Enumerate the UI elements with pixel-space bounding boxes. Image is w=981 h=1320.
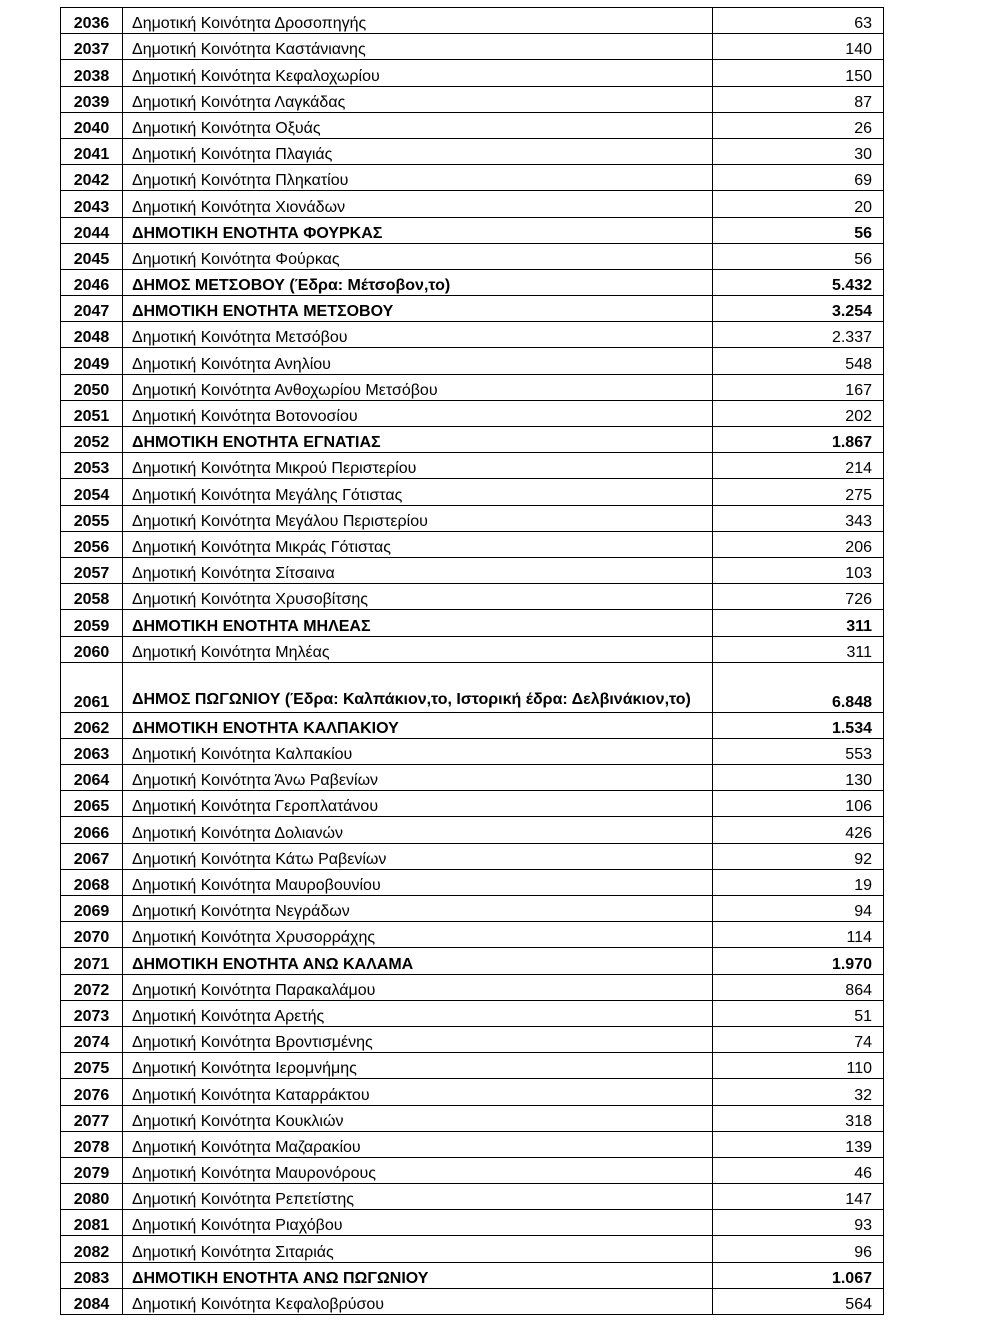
row-code-cell: 2071 xyxy=(61,948,123,974)
row-name-cell: Δημοτική Κοινότητα Μικρού Περιστερίου xyxy=(123,453,713,479)
row-name-cell: ΔΗΜΟΤΙΚΗ ΕΝΟΤΗΤΑ ΑΝΩ ΚΑΛΑΜΑ xyxy=(123,948,713,974)
row-name-cell: Δημοτική Κοινότητα Βοτονοσίου xyxy=(123,400,713,426)
table-row xyxy=(61,400,884,426)
table-row xyxy=(61,165,884,191)
row-value-cell: 150 xyxy=(713,60,884,86)
row-value-cell: 214 xyxy=(713,453,884,479)
row-value-cell: 56 xyxy=(713,217,884,243)
table-row xyxy=(61,479,884,505)
row-code-cell: 2065 xyxy=(61,791,123,817)
row-code-cell: 2080 xyxy=(61,1184,123,1210)
row-name-cell: Δημοτική Κοινότητα Κάτω Ραβενίων xyxy=(123,843,713,869)
row-name-cell: ΔΗΜΟΤΙΚΗ ΕΝΟΤΗΤΑ ΦΟΥΡΚΑΣ xyxy=(123,217,713,243)
row-name-cell: Δημοτική Κοινότητα Κουκλιών xyxy=(123,1105,713,1131)
population-table xyxy=(60,7,884,1315)
row-value-cell: 206 xyxy=(713,531,884,557)
row-name-cell: Δημοτική Κοινότητα Καταρράκτου xyxy=(123,1079,713,1105)
row-code-cell: 2074 xyxy=(61,1026,123,1052)
table-row xyxy=(61,112,884,138)
table-row xyxy=(61,1131,884,1157)
table-row xyxy=(61,712,884,738)
table-row xyxy=(61,217,884,243)
row-value-cell: 147 xyxy=(713,1184,884,1210)
row-code-cell: 2059 xyxy=(61,610,123,636)
row-value-cell: 726 xyxy=(713,584,884,610)
row-name-cell: Δημοτική Κοινότητα Μεγάλης Γότιστας xyxy=(123,479,713,505)
row-value-cell: 2.337 xyxy=(713,322,884,348)
row-value-cell: 32 xyxy=(713,1079,884,1105)
table-row xyxy=(61,505,884,531)
row-name-cell: Δημοτική Κοινότητα Χρυσορράχης xyxy=(123,922,713,948)
row-value-cell: 1.534 xyxy=(713,712,884,738)
row-value-cell: 426 xyxy=(713,817,884,843)
table-row xyxy=(61,1000,884,1026)
row-value-cell: 548 xyxy=(713,348,884,374)
row-value-cell: 114 xyxy=(713,922,884,948)
table-row xyxy=(61,636,884,662)
row-code-cell: 2038 xyxy=(61,60,123,86)
row-code-cell: 2062 xyxy=(61,712,123,738)
row-value-cell: 311 xyxy=(713,610,884,636)
row-value-cell: 56 xyxy=(713,243,884,269)
row-code-cell: 2056 xyxy=(61,531,123,557)
table-row xyxy=(61,1262,884,1288)
row-value-cell: 96 xyxy=(713,1236,884,1262)
row-name-cell: Δημοτική Κοινότητα Πλαγιάς xyxy=(123,138,713,164)
table-row xyxy=(61,296,884,322)
row-value-cell: 20 xyxy=(713,191,884,217)
table-row xyxy=(61,531,884,557)
table-row xyxy=(61,817,884,843)
row-value-cell: 167 xyxy=(713,374,884,400)
table-row xyxy=(61,922,884,948)
row-value-cell: 19 xyxy=(713,869,884,895)
row-name-cell: Δημοτική Κοινότητα Βροντισμένης xyxy=(123,1026,713,1052)
row-name-cell: Δημοτική Κοινότητα Σίτσαινα xyxy=(123,557,713,583)
row-name-cell: ΔΗΜΟΤΙΚΗ ΕΝΟΤΗΤΑ ΜΗΛΕΑΣ xyxy=(123,610,713,636)
table-row xyxy=(61,948,884,974)
row-value-cell: 110 xyxy=(713,1053,884,1079)
row-code-cell: 2037 xyxy=(61,34,123,60)
row-value-cell: 553 xyxy=(713,738,884,764)
row-code-cell: 2058 xyxy=(61,584,123,610)
table-row xyxy=(61,1105,884,1131)
table-row xyxy=(61,1157,884,1183)
table-row xyxy=(61,1184,884,1210)
table-row xyxy=(61,348,884,374)
row-code-cell: 2046 xyxy=(61,269,123,295)
row-name-cell: Δημοτική Κοινότητα Ανηλίου xyxy=(123,348,713,374)
row-value-cell: 30 xyxy=(713,138,884,164)
row-value-cell: 5.432 xyxy=(713,269,884,295)
table-row xyxy=(61,869,884,895)
row-name-cell: Δημοτική Κοινότητα Μαζαρακίου xyxy=(123,1131,713,1157)
row-value-cell: 94 xyxy=(713,896,884,922)
row-name-cell: ΔΗΜΟΤΙΚΗ ΕΝΟΤΗΤΑ ΕΓΝΑΤΙΑΣ xyxy=(123,427,713,453)
table-row xyxy=(61,374,884,400)
row-name-cell: ΔΗΜΟΣ ΠΩΓΩΝΙΟΥ (Έδρα: Καλπάκιον,το, Ιστορική έδρα: Δελβινάκιον,το) xyxy=(123,662,713,712)
table-row xyxy=(61,243,884,269)
row-code-cell: 2066 xyxy=(61,817,123,843)
row-value-cell: 87 xyxy=(713,86,884,112)
row-code-cell: 2036 xyxy=(61,8,123,34)
table-row xyxy=(61,974,884,1000)
row-value-cell: 311 xyxy=(713,636,884,662)
row-name-cell: Δημοτική Κοινότητα Μαυροβουνίου xyxy=(123,869,713,895)
table-row xyxy=(61,896,884,922)
row-code-cell: 2049 xyxy=(61,348,123,374)
row-value-cell: 130 xyxy=(713,765,884,791)
row-code-cell: 2077 xyxy=(61,1105,123,1131)
row-name-cell: Δημοτική Κοινότητα Μετσόβου xyxy=(123,322,713,348)
row-code-cell: 2047 xyxy=(61,296,123,322)
row-value-cell: 46 xyxy=(713,1157,884,1183)
table-row xyxy=(61,1288,884,1314)
row-code-cell: 2064 xyxy=(61,765,123,791)
table-row xyxy=(61,453,884,479)
table-row xyxy=(61,34,884,60)
table-row xyxy=(61,1079,884,1105)
row-value-cell: 318 xyxy=(713,1105,884,1131)
row-value-cell: 6.848 xyxy=(713,662,884,712)
row-name-cell: Δημοτική Κοινότητα Μικράς Γότιστας xyxy=(123,531,713,557)
row-name-cell: Δημοτική Κοινότητα Άνω Ραβενίων xyxy=(123,765,713,791)
row-name-cell: Δημοτική Κοινότητα Χιονάδων xyxy=(123,191,713,217)
row-name-cell: Δημοτική Κοινότητα Δολιανών xyxy=(123,817,713,843)
row-value-cell: 63 xyxy=(713,8,884,34)
row-code-cell: 2051 xyxy=(61,400,123,426)
table-row xyxy=(61,791,884,817)
row-value-cell: 106 xyxy=(713,791,884,817)
table-row xyxy=(61,1026,884,1052)
table-row xyxy=(61,584,884,610)
table-row xyxy=(61,738,884,764)
row-code-cell: 2048 xyxy=(61,322,123,348)
row-code-cell: 2045 xyxy=(61,243,123,269)
row-name-cell: ΔΗΜΟΣ ΜΕΤΣΟΒΟΥ (Έδρα: Μέτσοβον,το) xyxy=(123,269,713,295)
table-row xyxy=(61,610,884,636)
row-name-cell: Δημοτική Κοινότητα Σιταριάς xyxy=(123,1236,713,1262)
row-code-cell: 2084 xyxy=(61,1288,123,1314)
row-code-cell: 2052 xyxy=(61,427,123,453)
row-value-cell: 140 xyxy=(713,34,884,60)
table-row xyxy=(61,1210,884,1236)
table-row xyxy=(61,427,884,453)
row-name-cell: Δημοτική Κοινότητα Μαυρονόρους xyxy=(123,1157,713,1183)
row-code-cell: 2061 xyxy=(61,662,123,712)
row-name-cell: ΔΗΜΟΤΙΚΗ ΕΝΟΤΗΤΑ ΜΕΤΣΟΒΟΥ xyxy=(123,296,713,322)
row-value-cell: 564 xyxy=(713,1288,884,1314)
row-code-cell: 2081 xyxy=(61,1210,123,1236)
row-name-cell: Δημοτική Κοινότητα Ανθοχωρίου Μετσόβου xyxy=(123,374,713,400)
row-code-cell: 2044 xyxy=(61,217,123,243)
row-name-cell: Δημοτική Κοινότητα Οξυάς xyxy=(123,112,713,138)
row-value-cell: 1.867 xyxy=(713,427,884,453)
row-value-cell: 343 xyxy=(713,505,884,531)
row-code-cell: 2082 xyxy=(61,1236,123,1262)
row-name-cell: Δημοτική Κοινότητα Καλπακίου xyxy=(123,738,713,764)
row-name-cell: Δημοτική Κοινότητα Δροσοπηγής xyxy=(123,8,713,34)
row-code-cell: 2043 xyxy=(61,191,123,217)
table-row xyxy=(61,60,884,86)
row-code-cell: 2067 xyxy=(61,843,123,869)
row-code-cell: 2041 xyxy=(61,138,123,164)
row-value-cell: 92 xyxy=(713,843,884,869)
row-value-cell: 1.970 xyxy=(713,948,884,974)
row-name-cell: Δημοτική Κοινότητα Αρετής xyxy=(123,1000,713,1026)
table-row xyxy=(61,662,884,712)
row-value-cell: 1.067 xyxy=(713,1262,884,1288)
row-value-cell: 202 xyxy=(713,400,884,426)
table-row xyxy=(61,269,884,295)
row-value-cell: 103 xyxy=(713,557,884,583)
row-code-cell: 2042 xyxy=(61,165,123,191)
row-name-cell: Δημοτική Κοινότητα Γεροπλατάνου xyxy=(123,791,713,817)
row-code-cell: 2076 xyxy=(61,1079,123,1105)
row-code-cell: 2083 xyxy=(61,1262,123,1288)
table-row xyxy=(61,1236,884,1262)
table-row xyxy=(61,8,884,34)
row-code-cell: 2070 xyxy=(61,922,123,948)
row-name-cell: Δημοτική Κοινότητα Μεγάλου Περιστερίου xyxy=(123,505,713,531)
row-value-cell: 3.254 xyxy=(713,296,884,322)
table-row xyxy=(61,765,884,791)
table-row xyxy=(61,843,884,869)
row-value-cell: 26 xyxy=(713,112,884,138)
row-name-cell: Δημοτική Κοινότητα Φούρκας xyxy=(123,243,713,269)
row-code-cell: 2068 xyxy=(61,869,123,895)
row-code-cell: 2055 xyxy=(61,505,123,531)
row-value-cell: 864 xyxy=(713,974,884,1000)
row-code-cell: 2078 xyxy=(61,1131,123,1157)
row-code-cell: 2060 xyxy=(61,636,123,662)
row-name-cell: Δημοτική Κοινότητα Λαγκάδας xyxy=(123,86,713,112)
row-name-cell: Δημοτική Κοινότητα Χρυσοβίτσης xyxy=(123,584,713,610)
row-name-cell: ΔΗΜΟΤΙΚΗ ΕΝΟΤΗΤΑ ΑΝΩ ΠΩΓΩΝΙΟΥ xyxy=(123,1262,713,1288)
row-value-cell: 275 xyxy=(713,479,884,505)
row-code-cell: 2072 xyxy=(61,974,123,1000)
row-code-cell: 2054 xyxy=(61,479,123,505)
row-code-cell: 2039 xyxy=(61,86,123,112)
table-row xyxy=(61,322,884,348)
row-code-cell: 2040 xyxy=(61,112,123,138)
row-name-cell: Δημοτική Κοινότητα Ριαχόβου xyxy=(123,1210,713,1236)
row-name-cell: ΔΗΜΟΤΙΚΗ ΕΝΟΤΗΤΑ ΚΑΛΠΑΚΙΟΥ xyxy=(123,712,713,738)
table-row xyxy=(61,138,884,164)
row-code-cell: 2073 xyxy=(61,1000,123,1026)
row-code-cell: 2075 xyxy=(61,1053,123,1079)
row-name-cell: Δημοτική Κοινότητα Καστάνιανης xyxy=(123,34,713,60)
row-name-cell: Δημοτική Κοινότητα Κεφαλοβρύσου xyxy=(123,1288,713,1314)
row-name-cell: Δημοτική Κοινότητα Κεφαλοχωρίου xyxy=(123,60,713,86)
row-code-cell: 2063 xyxy=(61,738,123,764)
row-name-cell: Δημοτική Κοινότητα Μηλέας xyxy=(123,636,713,662)
table-body xyxy=(61,8,884,1315)
row-name-cell: Δημοτική Κοινότητα Παρακαλάμου xyxy=(123,974,713,1000)
row-name-cell: Δημοτική Κοινότητα Πληκατίου xyxy=(123,165,713,191)
table-row xyxy=(61,191,884,217)
row-name-cell: Δημοτική Κοινότητα Νεγράδων xyxy=(123,896,713,922)
row-value-cell: 51 xyxy=(713,1000,884,1026)
table-row xyxy=(61,86,884,112)
row-code-cell: 2050 xyxy=(61,374,123,400)
row-value-cell: 69 xyxy=(713,165,884,191)
table-row xyxy=(61,1053,884,1079)
row-code-cell: 2079 xyxy=(61,1157,123,1183)
row-code-cell: 2069 xyxy=(61,896,123,922)
row-value-cell: 139 xyxy=(713,1131,884,1157)
row-name-cell: Δημοτική Κοινότητα Ιερομνήμης xyxy=(123,1053,713,1079)
row-value-cell: 74 xyxy=(713,1026,884,1052)
row-code-cell: 2057 xyxy=(61,557,123,583)
row-value-cell: 93 xyxy=(713,1210,884,1236)
row-code-cell: 2053 xyxy=(61,453,123,479)
table-row xyxy=(61,557,884,583)
row-name-cell: Δημοτική Κοινότητα Ρεπετίστης xyxy=(123,1184,713,1210)
